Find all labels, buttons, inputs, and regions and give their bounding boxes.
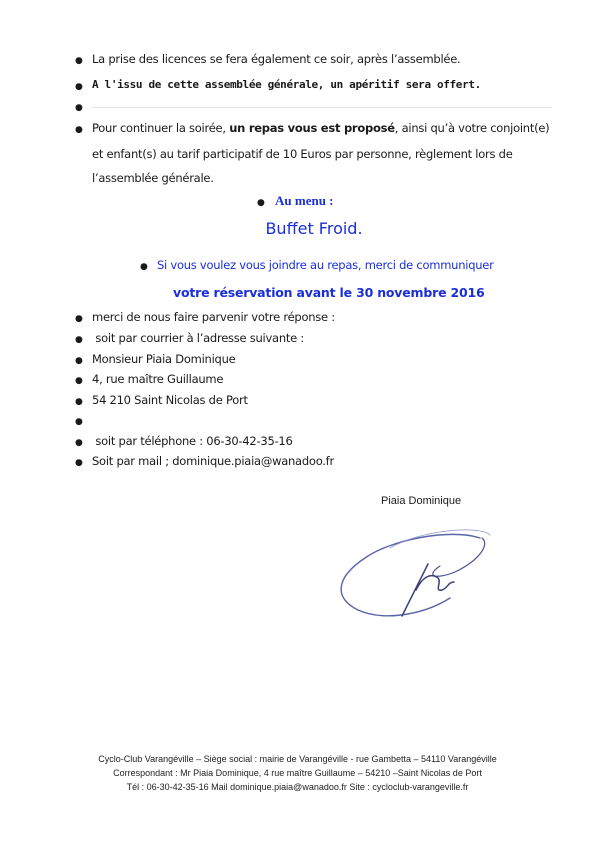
repas-text-c: , ainsi qu’à votre conjoint(e)	[394, 121, 550, 135]
bullet-icon: ●	[75, 335, 83, 345]
bullet-icon: ●	[75, 458, 83, 468]
licences-line: La prise des licences se fera également ce soir, après l’assemblée.	[92, 52, 461, 66]
footer-contact: Tél : 06-30-42-35-16 Mail dominique.piaia@wanadoo.fr Site : cycloclub-varangeville.fr	[126, 782, 469, 792]
divider	[92, 107, 552, 108]
bullet-icon: ●	[75, 103, 83, 113]
bullet-icon: ●	[75, 356, 83, 366]
bullet-icon: ●	[75, 125, 83, 135]
contact-line-7: soit par téléphone : 06-30-42-35-16	[92, 434, 293, 448]
bullet-icon: ●	[75, 438, 83, 448]
menu-item: Buffet Froid.	[265, 219, 363, 238]
contact-line-2: soit par courrier à l’adresse suivante :	[92, 331, 304, 345]
repas-emphasis: un repas vous est proposé	[229, 121, 395, 135]
bullet-icon: ●	[75, 82, 83, 92]
repas-text-a: Pour continuer la soirée,	[92, 121, 230, 135]
repas-line-3: l’assemblée générale.	[92, 171, 214, 185]
footer-correspondent: Correspondant : Mr Piaia Dominique, 4 rue maître Guillaume – 54210 –Saint Nicolas de Port	[113, 768, 482, 778]
contact-line-3: Monsieur Piaia Dominique	[92, 352, 236, 366]
contact-line-1: merci de nous faire parvenir votre réponse :	[92, 310, 335, 324]
reservation-join: Si vous voulez vous joindre au repas, merci de communiquer	[157, 258, 494, 272]
repas-line-2: et enfant(s) au tarif participatif de 10 Euros par personne, règlement lors de	[92, 147, 513, 161]
bullet-icon: ●	[75, 314, 83, 324]
menu-heading: Au menu :	[275, 193, 334, 208]
bullet-icon: ●	[257, 198, 265, 208]
bullet-icon: ●	[75, 397, 83, 407]
contact-line-5: 54 210 Saint Nicolas de Port	[92, 393, 248, 407]
repas-line-1	[92, 121, 549, 135]
bullet-icon: ●	[75, 56, 83, 66]
signature-name: Piaia Dominique	[381, 495, 462, 507]
handwritten-signature	[330, 520, 505, 630]
footer-address: Cyclo-Club Varangéville – Siège social : mairie de Varangéville - rue Gambetta – 54110 Varangéville	[98, 754, 497, 764]
bullet-icon: ●	[75, 417, 83, 427]
reservation-deadline: votre réservation avant le 30 novembre 2016	[173, 285, 485, 300]
contact-line-8: Soit par mail ; dominique.piaia@wanadoo.fr	[92, 454, 334, 468]
bullet-icon: ●	[140, 262, 148, 272]
bullet-icon: ●	[75, 376, 83, 386]
aperitif-line: A l'issu de cette assemblée générale, un apéritif sera offert.	[92, 78, 481, 91]
contact-line-4: 4, rue maître Guillaume	[92, 372, 224, 386]
